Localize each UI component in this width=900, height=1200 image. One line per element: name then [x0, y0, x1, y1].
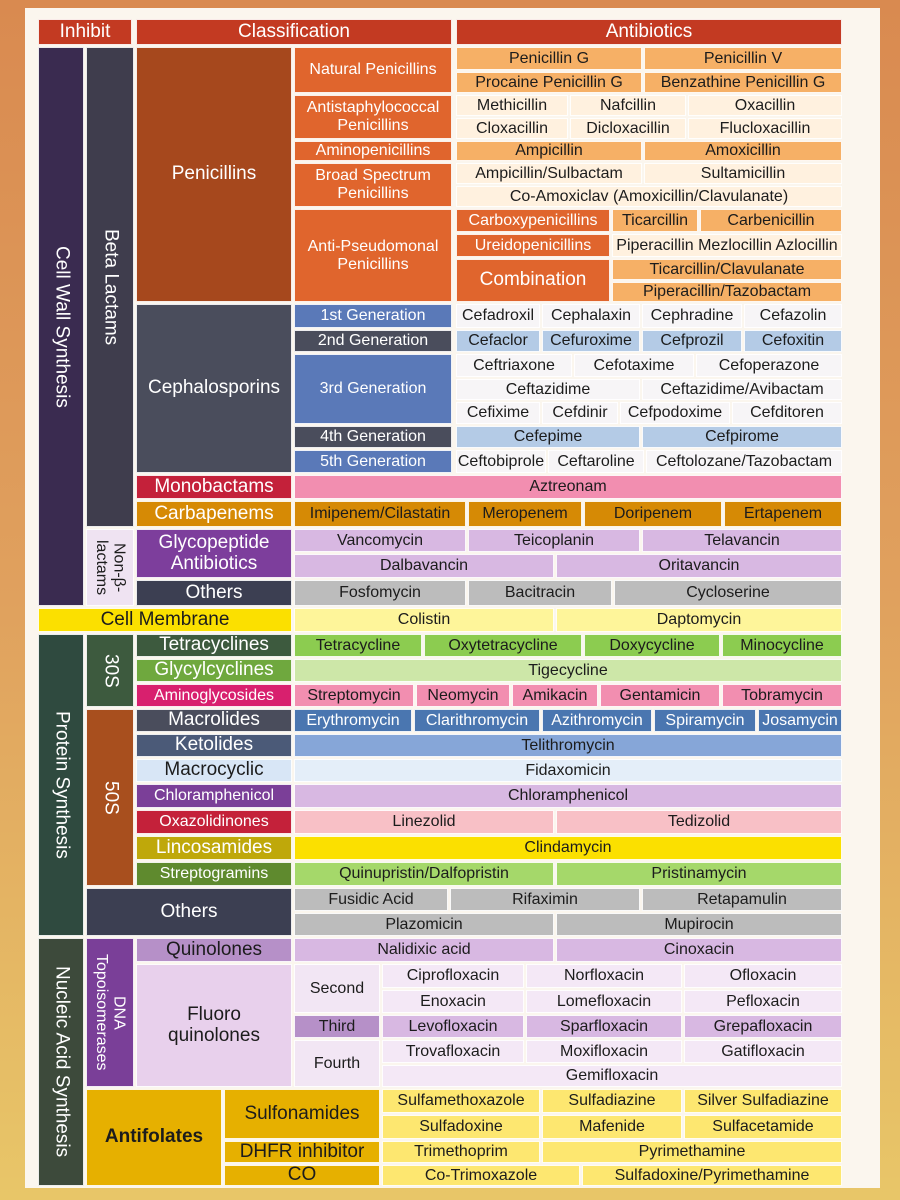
drug-trimethoprim: Trimethoprim	[382, 1141, 540, 1163]
drug-cinoxacin: Cinoxacin	[556, 938, 842, 962]
drug-cefadroxil: Cefadroxil	[456, 304, 540, 328]
label-aminoglycosides: Aminoglycosides	[136, 684, 292, 707]
drug-ceftaroline: Ceftaroline	[548, 450, 644, 473]
drug-aztreonam: Aztreonam	[294, 475, 842, 499]
drug-tetracycline: Tetracycline	[294, 634, 422, 657]
drug-coamox: Co-Amoxiclav (Amoxicillin/Clavulanate)	[456, 186, 842, 207]
label-cephalosporins: Cephalosporins	[136, 304, 292, 473]
drug-plazomicin: Plazomicin	[294, 913, 554, 936]
drug-pefloxacin: Pefloxacin	[684, 990, 842, 1013]
drug-imipenem: Imipenem/Cilastatin	[294, 501, 466, 527]
drug-moxifloxacin: Moxifloxacin	[526, 1040, 682, 1063]
drug-streptomycin: Streptomycin	[294, 684, 414, 707]
label-dna: DNA Topoisomerases	[86, 938, 134, 1087]
drug-dalbavancin: Dalbavancin	[294, 554, 554, 578]
drug-trovafloxacin: Trovafloxacin	[382, 1040, 524, 1063]
label-quinolones: Quinolones	[136, 938, 292, 962]
label-protein: Protein Synthesis	[38, 634, 84, 936]
drug-daptomycin: Daptomycin	[556, 608, 842, 632]
drug-cotrimoxazole: Co-Trimoxazole	[382, 1165, 580, 1186]
drug-cefoperazone: Cefoperazone	[696, 354, 842, 377]
drug-rifaximin: Rifaximin	[450, 888, 640, 911]
label-cell-membrane: Cell Membrane	[38, 608, 292, 632]
gen-third: Third	[294, 1015, 380, 1038]
drug-silver: Silver Sulfadiazine	[684, 1089, 842, 1113]
drug-ampicillin: Ampicillin	[456, 141, 642, 161]
drug-ciprofloxacin: Ciprofloxacin	[382, 964, 524, 988]
pen-broad: Broad Spectrum Penicillins	[294, 163, 452, 207]
gen-fourth: Fourth	[294, 1040, 380, 1087]
drug-gentamicin: Gentamicin	[600, 684, 720, 707]
drug-pen-g: Penicillin G	[456, 47, 642, 70]
pen-antipseudo: Anti-Pseudomonal Penicillins	[294, 209, 452, 302]
drug-grepafloxacin: Grepafloxacin	[684, 1015, 842, 1038]
label-ps-others: Others	[86, 888, 292, 936]
drug-carbenicillin: Carbenicillin	[700, 209, 842, 232]
drug-pyrimethamine: Pyrimethamine	[542, 1141, 842, 1163]
label-oxazolidinones: Oxazolidinones	[136, 810, 292, 834]
pen-ureido: Ureidopenicillins	[456, 234, 610, 257]
label-carbapenems: Carbapenems	[136, 501, 292, 527]
drug-linezolid: Linezolid	[294, 810, 554, 834]
label-50s: 50S	[86, 709, 134, 886]
label-macrolides: Macrolides	[136, 709, 292, 732]
drug-clindamycin: Clindamycin	[294, 836, 842, 860]
drug-ofloxacin: Ofloxacin	[684, 964, 842, 988]
drug-cefixime: Cefixime	[456, 402, 540, 424]
drug-oritavancin: Oritavancin	[556, 554, 842, 578]
drug-dicloxacillin: Dicloxacillin	[570, 118, 686, 139]
drug-minocycline: Minocycline	[722, 634, 842, 657]
drug-norfloxacin: Norfloxacin	[526, 964, 682, 988]
drug-neomycin: Neomycin	[416, 684, 510, 707]
label-nucleic: Nucleic Acid Synthesis	[38, 938, 84, 1186]
label-glycylcyclines: Glycylcyclines	[136, 659, 292, 682]
drug-cefpirome: Cefpirome	[642, 426, 842, 448]
drug-cefdinir: Cefdinir	[542, 402, 618, 424]
drug-sulfadiazine: Sulfadiazine	[542, 1089, 682, 1113]
drug-oxacillin: Oxacillin	[688, 95, 842, 116]
drug-oxytetracycline: Oxytetracycline	[424, 634, 582, 657]
label-co: CO	[224, 1165, 380, 1186]
drug-tic-clav: Ticarcillin/Clavulanate	[612, 259, 842, 280]
drug-mupirocin: Mupirocin	[556, 913, 842, 936]
drug-amikacin: Amikacin	[512, 684, 598, 707]
label-cell-wall: Cell Wall Synthesis	[38, 47, 84, 606]
drug-cefprozil: Cefprozil	[642, 330, 742, 352]
label-cw-others: Others	[136, 580, 292, 606]
drug-cephradine: Cephradine	[642, 304, 742, 328]
drug-gemifloxacin: Gemifloxacin	[382, 1065, 842, 1087]
drug-cefazolin: Cefazolin	[744, 304, 842, 328]
drug-sulfadoxine: Sulfadoxine	[382, 1115, 540, 1139]
drug-teicoplanin: Teicoplanin	[468, 529, 640, 552]
pen-combination: Combination	[456, 259, 610, 302]
drug-meropenem: Meropenem	[468, 501, 582, 527]
drug-sparfloxacin: Sparfloxacin	[526, 1015, 682, 1038]
drug-pip-tazo: Piperacillin/Tazobactam	[612, 282, 842, 302]
label-penicillins: Penicillins	[136, 47, 292, 302]
drug-cycloserine: Cycloserine	[614, 580, 842, 606]
label-non-beta: Non-β- lactams	[86, 529, 134, 606]
drug-josamycin: Josamycin	[758, 709, 842, 732]
drug-sulfamethoxazole: Sulfamethoxazole	[382, 1089, 540, 1113]
antibiotic-classification-table	[25, 8, 880, 1188]
drug-tigecycline: Tigecycline	[294, 659, 842, 682]
drug-ureido: Piperacillin Mezlocillin Azlocillin	[612, 234, 842, 257]
drug-amoxicillin: Amoxicillin	[644, 141, 842, 161]
drug-cefoxitin: Cefoxitin	[744, 330, 842, 352]
label-beta-lactams: Beta Lactams	[86, 47, 134, 527]
label-monobactams: Monobactams	[136, 475, 292, 499]
drug-cefepime: Cefepime	[456, 426, 640, 448]
drug-fosfomycin: Fosfomycin	[294, 580, 466, 606]
label-sulfonamides: Sulfonamides	[224, 1089, 380, 1139]
drug-lomefloxacin: Lomefloxacin	[526, 990, 682, 1013]
drug-sultamicillin: Sultamicillin	[644, 163, 842, 184]
drug-ceftobiprole: Ceftobiprole	[456, 450, 546, 473]
drug-quinupristin: Quinupristin/Dalfopristin	[294, 862, 554, 886]
drug-chloramphenicol: Chloramphenicol	[294, 784, 842, 808]
drug-erythromycin: Erythromycin	[294, 709, 412, 732]
drug-methicillin: Methicillin	[456, 95, 568, 116]
drug-flucloxacillin: Flucloxacillin	[688, 118, 842, 139]
drug-enoxacin: Enoxacin	[382, 990, 524, 1013]
drug-ceftaz-avi: Ceftazidime/Avibactam	[642, 379, 842, 400]
drug-telavancin: Telavancin	[642, 529, 842, 552]
drug-cefaclor: Cefaclor	[456, 330, 540, 352]
drug-bacitracin: Bacitracin	[468, 580, 612, 606]
drug-tobramycin: Tobramycin	[722, 684, 842, 707]
drug-doripenem: Doripenem	[584, 501, 722, 527]
label-macrocyclic: Macrocyclic	[136, 759, 292, 782]
drug-ticarcillin: Ticarcillin	[612, 209, 698, 232]
drug-nalidixic: Nalidixic acid	[294, 938, 554, 962]
drug-doxycycline: Doxycycline	[584, 634, 720, 657]
drug-procaine: Procaine Penicillin G	[456, 72, 642, 93]
ceph-gen5: 5th Generation	[294, 450, 452, 473]
ceph-gen1: 1st Generation	[294, 304, 452, 328]
drug-spiramycin: Spiramycin	[654, 709, 756, 732]
ceph-gen2: 2nd Generation	[294, 330, 452, 352]
drug-cefditoren: Cefditoren	[732, 402, 842, 424]
header-antibiotics: Antibiotics	[456, 19, 842, 45]
label-fluoro: Fluoro quinolones	[136, 964, 292, 1087]
drug-cefpodoxime: Cefpodoxime	[620, 402, 730, 424]
header-classification: Classification	[136, 19, 452, 45]
drug-retapamulin: Retapamulin	[642, 888, 842, 911]
pen-natural: Natural Penicillins	[294, 47, 452, 93]
drug-cloxacillin: Cloxacillin	[456, 118, 568, 139]
label-lincosamides: Lincosamides	[136, 836, 292, 860]
drug-nafcillin: Nafcillin	[570, 95, 686, 116]
drug-ceftol-tazo: Ceftolozane/Tazobactam	[646, 450, 842, 473]
pen-antistaph: Antistaphylococcal Penicillins	[294, 95, 452, 139]
drug-pristinamycin: Pristinamycin	[556, 862, 842, 886]
drug-cefuroxime: Cefuroxime	[542, 330, 640, 352]
label-chloramphenicol: Chloramphenicol	[136, 784, 292, 808]
label-streptogramins: Streptogramins	[136, 862, 292, 886]
drug-fusidic: Fusidic Acid	[294, 888, 448, 911]
drug-gatifloxacin: Gatifloxacin	[684, 1040, 842, 1063]
drug-mafenide: Mafenide	[542, 1115, 682, 1139]
header-inhibit: Inhibit	[38, 19, 132, 45]
drug-ceftazidime: Ceftazidime	[456, 379, 640, 400]
gen-second: Second	[294, 964, 380, 1013]
drug-cephalaxin: Cephalaxin	[542, 304, 640, 328]
drug-benzathine: Benzathine Penicillin G	[644, 72, 842, 93]
drug-ceftriaxone: Ceftriaxone	[456, 354, 572, 377]
drug-ertapenem: Ertapenem	[724, 501, 842, 527]
label-dhfr: DHFR inhibitor	[224, 1141, 380, 1163]
drug-colistin: Colistin	[294, 608, 554, 632]
drug-levofloxacin: Levofloxacin	[382, 1015, 524, 1038]
pen-carboxy: Carboxypenicillins	[456, 209, 610, 232]
drug-vancomycin: Vancomycin	[294, 529, 466, 552]
drug-cefotaxime: Cefotaxime	[574, 354, 694, 377]
drug-sulfacetamide: Sulfacetamide	[684, 1115, 842, 1139]
drug-fidaxomicin: Fidaxomicin	[294, 759, 842, 782]
label-ketolides: Ketolides	[136, 734, 292, 757]
drug-pen-v: Penicillin V	[644, 47, 842, 70]
label-glycopeptides: Glycopeptide Antibiotics	[136, 529, 292, 578]
ceph-gen4: 4th Generation	[294, 426, 452, 448]
label-antifolates: Antifolates	[86, 1089, 222, 1186]
pen-amino: Aminopenicillins	[294, 141, 452, 161]
drug-azithromycin: Azithromycin	[542, 709, 652, 732]
drug-sulf-pyr: Sulfadoxine/Pyrimethamine	[582, 1165, 842, 1186]
drug-tedizolid: Tedizolid	[556, 810, 842, 834]
drug-telithromycin: Telithromycin	[294, 734, 842, 757]
label-30s: 30S	[86, 634, 134, 707]
ceph-gen3: 3rd Generation	[294, 354, 452, 424]
label-tetracyclines: Tetracyclines	[136, 634, 292, 657]
drug-amp-sulb: Ampicillin/Sulbactam	[456, 163, 642, 184]
drug-clarithromycin: Clarithromycin	[414, 709, 540, 732]
